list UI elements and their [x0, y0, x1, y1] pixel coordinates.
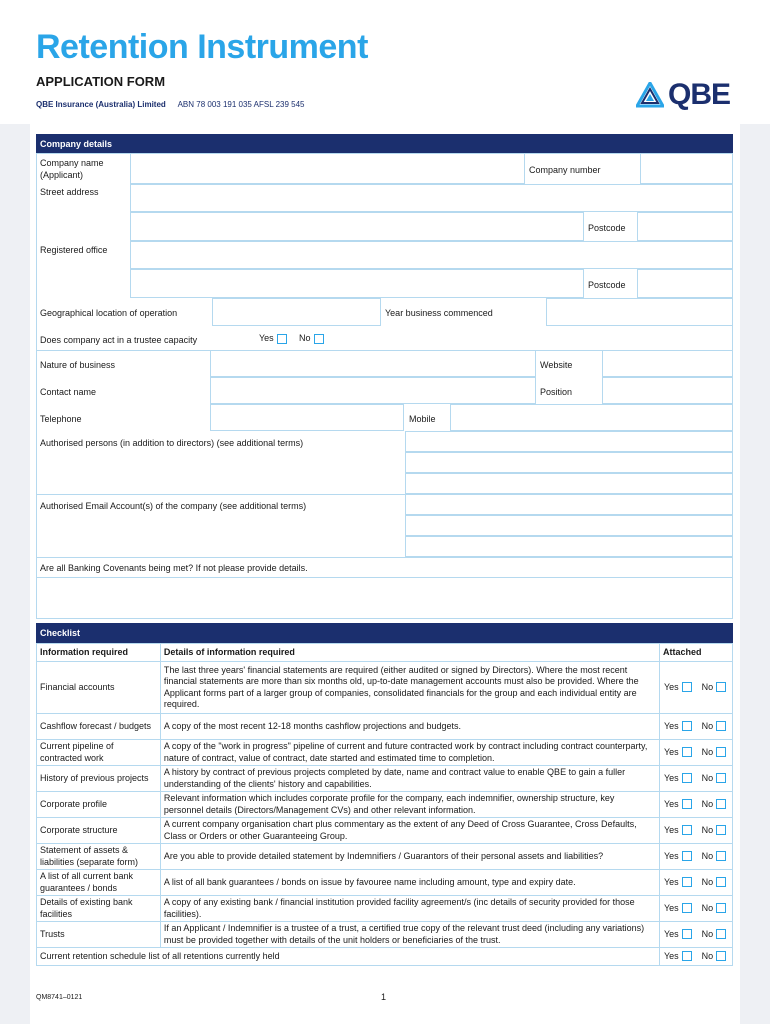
checklist-row-retention [37, 948, 733, 966]
checklist-info: Statement of assets & liabilities (separate form) [37, 844, 161, 870]
attached-yes-label: Yes [663, 772, 679, 783]
checklist-row [37, 714, 733, 740]
attached-yes-checkbox[interactable] [682, 825, 692, 835]
attached-yes-option[interactable] [664, 929, 692, 941]
attached-yes-label: Yes [663, 928, 679, 939]
col-attached: Attached [659, 644, 732, 662]
attached-no-label: No [701, 772, 714, 783]
authorised-person-2[interactable] [405, 452, 733, 473]
trustee-no-checkbox[interactable] [314, 334, 324, 344]
trustee-question: Does company act in a trustee capacity [40, 335, 198, 345]
attached-yes-option[interactable] [664, 721, 692, 733]
col-info-required: Information required [37, 644, 161, 662]
attached-no-option[interactable] [702, 773, 727, 785]
attached-no-checkbox[interactable] [716, 903, 726, 913]
website-input[interactable] [602, 350, 733, 377]
checklist-heading: Checklist [36, 623, 733, 643]
trustee-yes-checkbox[interactable] [277, 334, 287, 344]
checklist-row [37, 740, 733, 766]
geo-location-label: Geographical location of operation [40, 308, 178, 318]
company-line [36, 100, 305, 109]
attached-yes-checkbox[interactable] [682, 877, 692, 887]
mobile-label: Mobile [409, 414, 436, 424]
banking-covenants-label: Are all Banking Covenants being met? If not please provide details. [40, 563, 308, 573]
checklist-table [36, 643, 733, 966]
trustee-no-label: No [299, 333, 311, 343]
attached-no-label: No [701, 746, 714, 757]
attached-cell [659, 766, 732, 792]
position-label: Position [540, 387, 573, 397]
attached-no-option[interactable] [702, 825, 727, 837]
form-code: QM8741–0121 [36, 994, 83, 1001]
checklist-info: Details of existing bank facilities [37, 896, 161, 922]
attached-yes-label: Yes [663, 824, 679, 835]
attached-yes-option[interactable] [664, 747, 692, 759]
checklist-row [37, 818, 733, 844]
attached-no-checkbox[interactable] [716, 851, 726, 861]
attached-no-option[interactable] [702, 721, 727, 733]
attached-no-label: No [701, 798, 714, 809]
attached-yes-label: Yes [663, 876, 679, 887]
attached-cell [659, 792, 732, 818]
attached-cell [659, 740, 732, 766]
position-input[interactable] [602, 377, 733, 404]
attached-no-checkbox[interactable] [716, 682, 726, 692]
page-number: 1 [381, 992, 387, 1002]
registered-postcode-label: Postcode [588, 280, 626, 290]
year-commenced-input[interactable] [546, 298, 733, 326]
attached-yes-option[interactable] [664, 851, 692, 863]
checklist-details: Relevant information which includes corporate profile for the company, each indemnifier, ownership structure, key personnel details (Directors/Management CVs) and other relevant information. [160, 792, 659, 818]
checklist-details: If an Applicant / Indemnifier is a trustee of a trust, a certified true copy of the relevant trust deed (including any variations) must be provided together with details of the unit holders or beneficiaries of the trust. [160, 922, 659, 948]
attached-no-label: No [701, 876, 714, 887]
attached-cell [659, 870, 732, 896]
checklist-row [37, 662, 733, 714]
checklist-info: Cashflow forecast / budgets [37, 714, 161, 740]
attached-yes-label: Yes [663, 798, 679, 809]
attached-no-option[interactable] [702, 903, 727, 915]
divider [36, 557, 733, 558]
insurer-name: QBE Insurance (Australia) Limited [36, 100, 166, 109]
attached-yes-checkbox[interactable] [682, 851, 692, 861]
checklist-details: A copy of the "work in progress" pipeline of current and future contracted work by contract including contract counterparty, nature of contract, value of contract, date started and estimated time to completion. [160, 740, 659, 766]
nature-business-label: Nature of business [40, 360, 116, 370]
attached-yes-option[interactable] [664, 903, 692, 915]
attached-no-option[interactable] [702, 799, 727, 811]
qbe-logo-icon [636, 82, 664, 108]
company-number-input[interactable] [640, 153, 733, 184]
checklist-row [37, 870, 733, 896]
checklist-info: A list of all current bank guarantees / bonds [37, 870, 161, 896]
attached-no-option[interactable] [702, 682, 727, 694]
attached-no-label: No [701, 902, 714, 913]
checklist-row [37, 922, 733, 948]
attached-yes-option[interactable] [664, 799, 692, 811]
geo-location-input[interactable] [212, 298, 381, 326]
company-details-heading: Company details [36, 134, 733, 154]
attached-no-checkbox[interactable] [716, 747, 726, 757]
attached-no-label: No [701, 824, 714, 835]
attached-yes-checkbox[interactable] [682, 773, 692, 783]
attached-yes-checkbox[interactable] [682, 903, 692, 913]
attached-no-checkbox[interactable] [716, 877, 726, 887]
company-number-label: Company number [529, 165, 601, 175]
checklist-details: The last three years' financial statements are required (either audited or signed by Directors). Where the most recent financial statements are more than six months old, up-to-date management accounts must also be provided. Where the Applicant forms part of a larger group of companies, consolidated financials for the group and each individual entity are required. [160, 662, 659, 714]
company-name-label: Company name (Applicant) [40, 158, 104, 180]
attached-yes-label: Yes [663, 720, 679, 731]
attached-yes-label: Yes [663, 902, 679, 913]
checklist-row [37, 792, 733, 818]
website-label: Website [540, 360, 573, 370]
checklist-row [37, 844, 733, 870]
authorised-email-label: Authorised Email Account(s) of the company (see additional terms) [40, 501, 307, 511]
registered-office-label: Registered office [40, 245, 108, 255]
attached-no-option[interactable] [702, 951, 727, 963]
checklist-details: A current company organisation chart plus commentary as the extent of any Deed of Cross Guarantee, Cross Defaults, Class or Orders or other Guaranteeing Group. [160, 818, 659, 844]
attached-yes-label: Yes [663, 950, 679, 961]
attached-no-label: No [701, 928, 714, 939]
attached-no-option[interactable] [702, 877, 727, 889]
telephone-label: Telephone [40, 414, 82, 424]
authorised-email-3[interactable] [405, 536, 733, 557]
checklist-details: A copy of any existing bank / financial institution provided facility agreement/s (inc details of security provided for those facilities). [160, 896, 659, 922]
checklist-info: History of previous projects [37, 766, 161, 792]
qbe-logo [636, 80, 730, 110]
telephone-input[interactable] [210, 404, 404, 431]
authorised-person-1[interactable] [405, 431, 733, 452]
authorised-email-2[interactable] [405, 515, 733, 536]
registered-office-line1[interactable] [130, 241, 733, 269]
checklist-info: Current pipeline of contracted work [37, 740, 161, 766]
checklist-row [37, 766, 733, 792]
street-address-line1[interactable] [130, 184, 733, 212]
company-name-input[interactable] [130, 153, 525, 184]
attached-no-checkbox[interactable] [716, 929, 726, 939]
attached-no-label: No [701, 950, 714, 961]
checklist-header-row [37, 644, 733, 662]
attached-no-label: No [701, 850, 714, 861]
checklist-info: Trusts [37, 922, 161, 948]
checklist-details: A copy of the most recent 12-18 months cashflow projections and budgets. [160, 714, 659, 740]
year-commenced-label: Year business commenced [385, 308, 493, 318]
street-postcode-input[interactable] [637, 212, 733, 241]
attached-no-label: No [701, 681, 714, 692]
checklist-info: Corporate structure [37, 818, 161, 844]
authorised-persons-label: Authorised persons (in addition to directors) (see additional terms) [40, 438, 304, 448]
checklist-details: A history by contract of previous projects completed by date, name and contract value to enable QBE to gain a fuller understanding of the clients' history and capabilities. [160, 766, 659, 792]
logo-wordmark: QBE [668, 78, 731, 111]
nature-business-input[interactable] [210, 350, 536, 377]
attached-yes-checkbox[interactable] [682, 721, 692, 731]
attached-cell [659, 948, 732, 966]
street-postcode-label: Postcode [588, 223, 626, 233]
page-title: Retention Instrument [36, 28, 368, 66]
mobile-input[interactable] [450, 404, 733, 431]
attached-cell [659, 818, 732, 844]
checklist-info: Financial accounts [37, 662, 161, 714]
attached-no-option[interactable] [702, 851, 727, 863]
registered-office-line2[interactable] [130, 269, 584, 298]
attached-yes-checkbox[interactable] [682, 682, 692, 692]
attached-no-checkbox[interactable] [716, 773, 726, 783]
attached-cell [659, 922, 732, 948]
attached-no-label: No [701, 720, 714, 731]
attached-no-checkbox[interactable] [716, 799, 726, 809]
attached-cell [659, 844, 732, 870]
attached-yes-label: Yes [663, 746, 679, 757]
authorised-person-3[interactable] [405, 473, 733, 494]
trustee-yes-option[interactable] [259, 332, 287, 344]
attached-yes-label: Yes [663, 850, 679, 861]
trustee-yes-label: Yes [259, 333, 274, 343]
attached-yes-checkbox[interactable] [682, 951, 692, 961]
attached-no-option[interactable] [702, 929, 727, 941]
checklist-details: A list of all bank guarantees / bonds on issue by favouree name including amount, type and expiry date. [160, 870, 659, 896]
attached-yes-checkbox[interactable] [682, 747, 692, 757]
contact-name-label: Contact name [40, 387, 97, 397]
attached-yes-label: Yes [663, 681, 679, 692]
street-address-line2[interactable] [130, 212, 584, 241]
attached-no-checkbox[interactable] [716, 721, 726, 731]
attached-yes-checkbox[interactable] [682, 929, 692, 939]
attached-no-option[interactable] [702, 747, 727, 759]
street-address-label: Street address [40, 187, 99, 197]
col-details: Details of information required [160, 644, 659, 662]
abn-afsl: ABN 78 003 191 035 AFSL 239 545 [177, 100, 305, 109]
registered-postcode-input[interactable] [637, 269, 733, 298]
trustee-no-option[interactable] [299, 332, 324, 344]
attached-yes-option[interactable] [664, 951, 692, 963]
contact-name-input[interactable] [210, 377, 536, 404]
form-subtitle: APPLICATION FORM [36, 74, 166, 89]
banking-covenants-input[interactable] [36, 577, 733, 619]
attached-yes-checkbox[interactable] [682, 799, 692, 809]
attached-no-checkbox[interactable] [716, 951, 726, 961]
checklist-details: Are you able to provide detailed statement by Indemnifiers / Guarantors of their personal assets and liabilities? [160, 844, 659, 870]
checklist-row [37, 896, 733, 922]
attached-yes-option[interactable] [664, 773, 692, 785]
attached-yes-option[interactable] [664, 825, 692, 837]
attached-cell [659, 714, 732, 740]
attached-yes-option[interactable] [664, 682, 692, 694]
attached-cell [659, 662, 732, 714]
attached-cell [659, 896, 732, 922]
checklist-info: Corporate profile [37, 792, 161, 818]
attached-yes-option[interactable] [664, 877, 692, 889]
attached-no-checkbox[interactable] [716, 825, 726, 835]
retention-schedule-label: Current retention schedule list of all retentions currently held [37, 948, 660, 966]
authorised-email-1[interactable] [405, 494, 733, 515]
